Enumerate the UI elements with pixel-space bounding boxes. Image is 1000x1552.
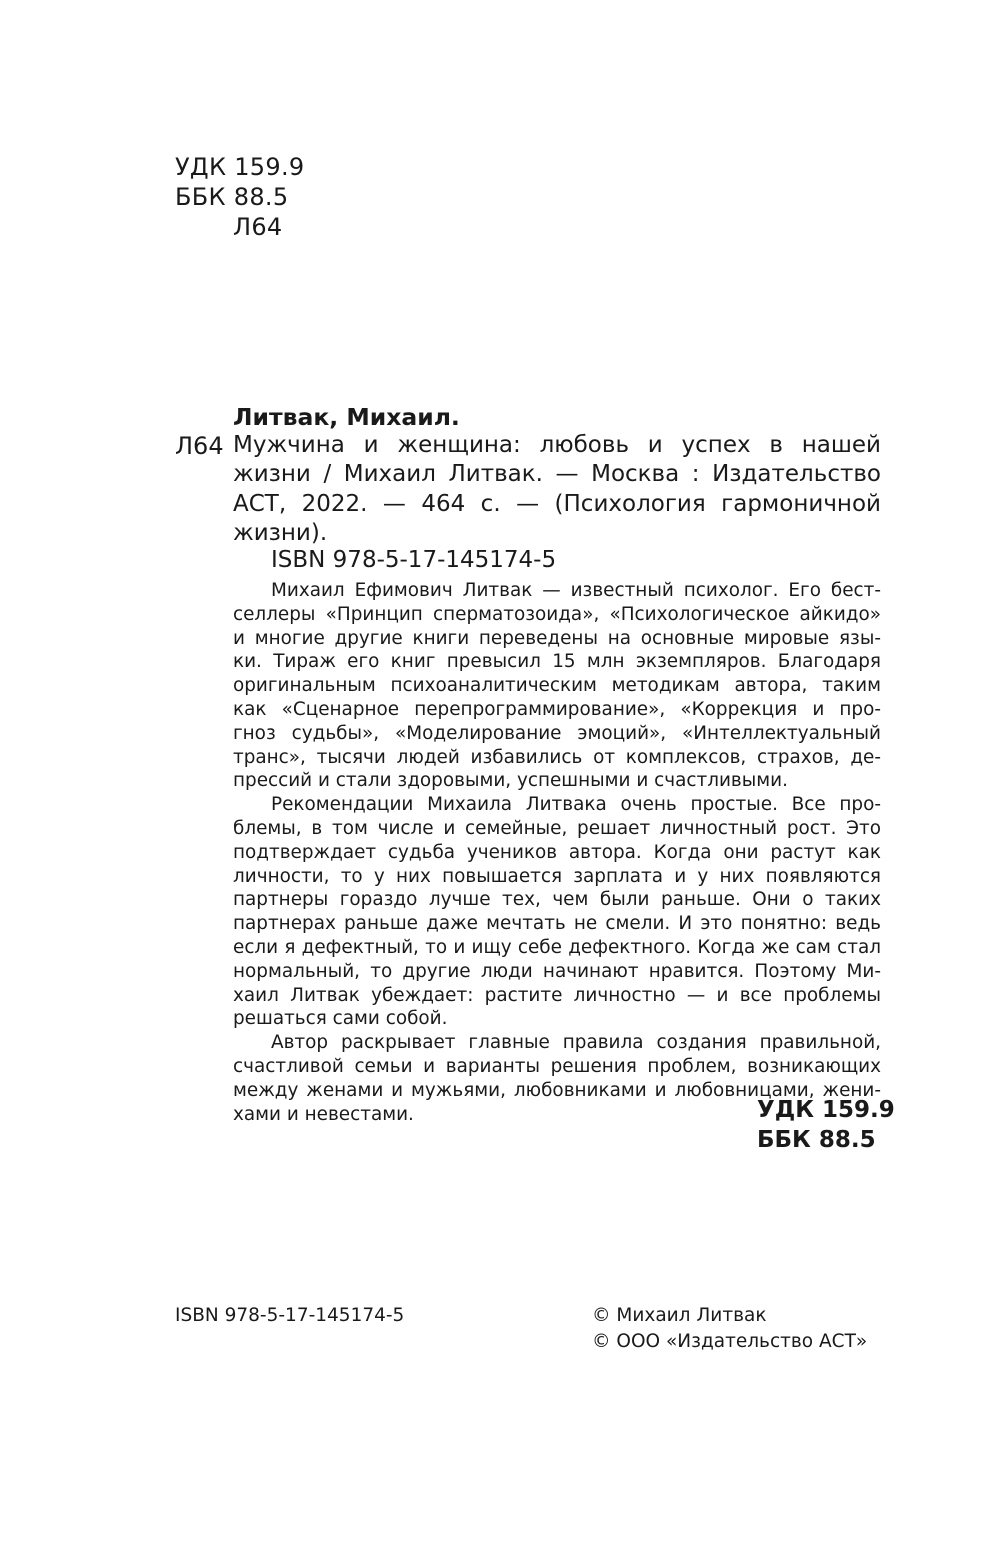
cutter-code: Л64 (233, 213, 283, 241)
annotation-line: Рекомендации Михаила Литвака очень простые. Все про- (271, 794, 881, 816)
bbk-code: ББК 88.5 (175, 183, 289, 211)
udk-code: УДК 159.9 (175, 153, 305, 181)
annotation-line: блемы, в том числе и семейные, решает личностный рост. Это (233, 817, 881, 839)
annotation-line: партнерах раньше даже мечтать не смели. И это понятно: ведь (233, 913, 881, 935)
annotation-line: личности, то у них повышается зарплата и у них появляются (233, 865, 881, 887)
annotation-line: между женами и мужьями, любовниками и любовницами, жени- (233, 1079, 881, 1101)
annotation-line: Автор раскрывает главные правила создания правильной, (271, 1032, 881, 1054)
annotation-line: партнеры гораздо лучше тех, чем были раньше. Они о таких (233, 889, 881, 911)
catalog-author: Литвак, Михаил. (233, 403, 460, 431)
annotation-line: как «Сценарное перепрограммирование», «Коррекция и про- (233, 698, 881, 720)
title-line: жизни / Михаил Литвак. — Москва : Издательство (233, 461, 881, 488)
annotation-line: прессий и стали здоровыми, успешными и счастливыми. (233, 770, 788, 792)
annotation-line: решаться сами собой. (233, 1008, 448, 1030)
annotation-line: нормальный, то другие люди начинают нравится. Поэтому Ми- (233, 960, 881, 982)
catalog-cutter: Л64 (175, 432, 224, 460)
annotation-line: если я дефектный, то и ищу себе дефектного. Когда же сам стал (233, 936, 881, 958)
annotation-line: оригинальным психоаналитическим методикам автора, таким (233, 675, 881, 697)
bottom-classification-codes (757, 1095, 895, 1155)
annotation-line: ки. Тираж его книг превысил 15 млн экземпляров. Благодаря (233, 651, 881, 673)
catalog-title (233, 431, 881, 548)
annotation-line: счастливой семьи и варианты решения проблем, возникающих (233, 1055, 881, 1077)
annotation-line: хами и невестами. (233, 1103, 414, 1125)
annotation (233, 579, 881, 1126)
annotation-line: хаил Литвак убеждает: растите личностно — и все проблемы (233, 984, 881, 1006)
annotation-line: и многие другие книги переведены на основные мировые язы- (233, 627, 881, 649)
annotation-line: селлеры «Принцип сперматозоида», «Психологическое айкидо» (233, 603, 881, 625)
title-line: жизни). (233, 519, 328, 546)
udk-code-bold: УДК 159.9 (757, 1097, 895, 1123)
bbk-code-bold: ББК 88.5 (757, 1127, 876, 1153)
annotation-line: подтверждает судьба учеников автора. Когда они растут как (233, 841, 881, 863)
annotation-line: транс», тысячи людей избавились от комплексов, страхов, де- (233, 746, 881, 768)
catalog-isbn: ISBN 978-5-17-145174-5 (271, 547, 557, 573)
title-line: Мужчина и женщина: любовь и успех в нашей (233, 432, 881, 458)
footer-isbn: ISBN 978-5-17-145174-5 (175, 1305, 405, 1326)
title-line: АСТ, 2022. — 464 с. — (Психология гармоничной (233, 490, 881, 517)
top-classification-codes (175, 152, 304, 242)
copyright-publisher: © ООО «Издательство АСТ» (592, 1331, 868, 1352)
annotation-line: гноз судьбы», «Моделирование эмоций», «Интеллектуальный (233, 722, 881, 744)
annotation-line: Михаил Ефимович Литвак — известный психолог. Его бест- (271, 580, 881, 601)
copyright-author: © Михаил Литвак (592, 1305, 767, 1326)
copyright-block (592, 1303, 867, 1355)
